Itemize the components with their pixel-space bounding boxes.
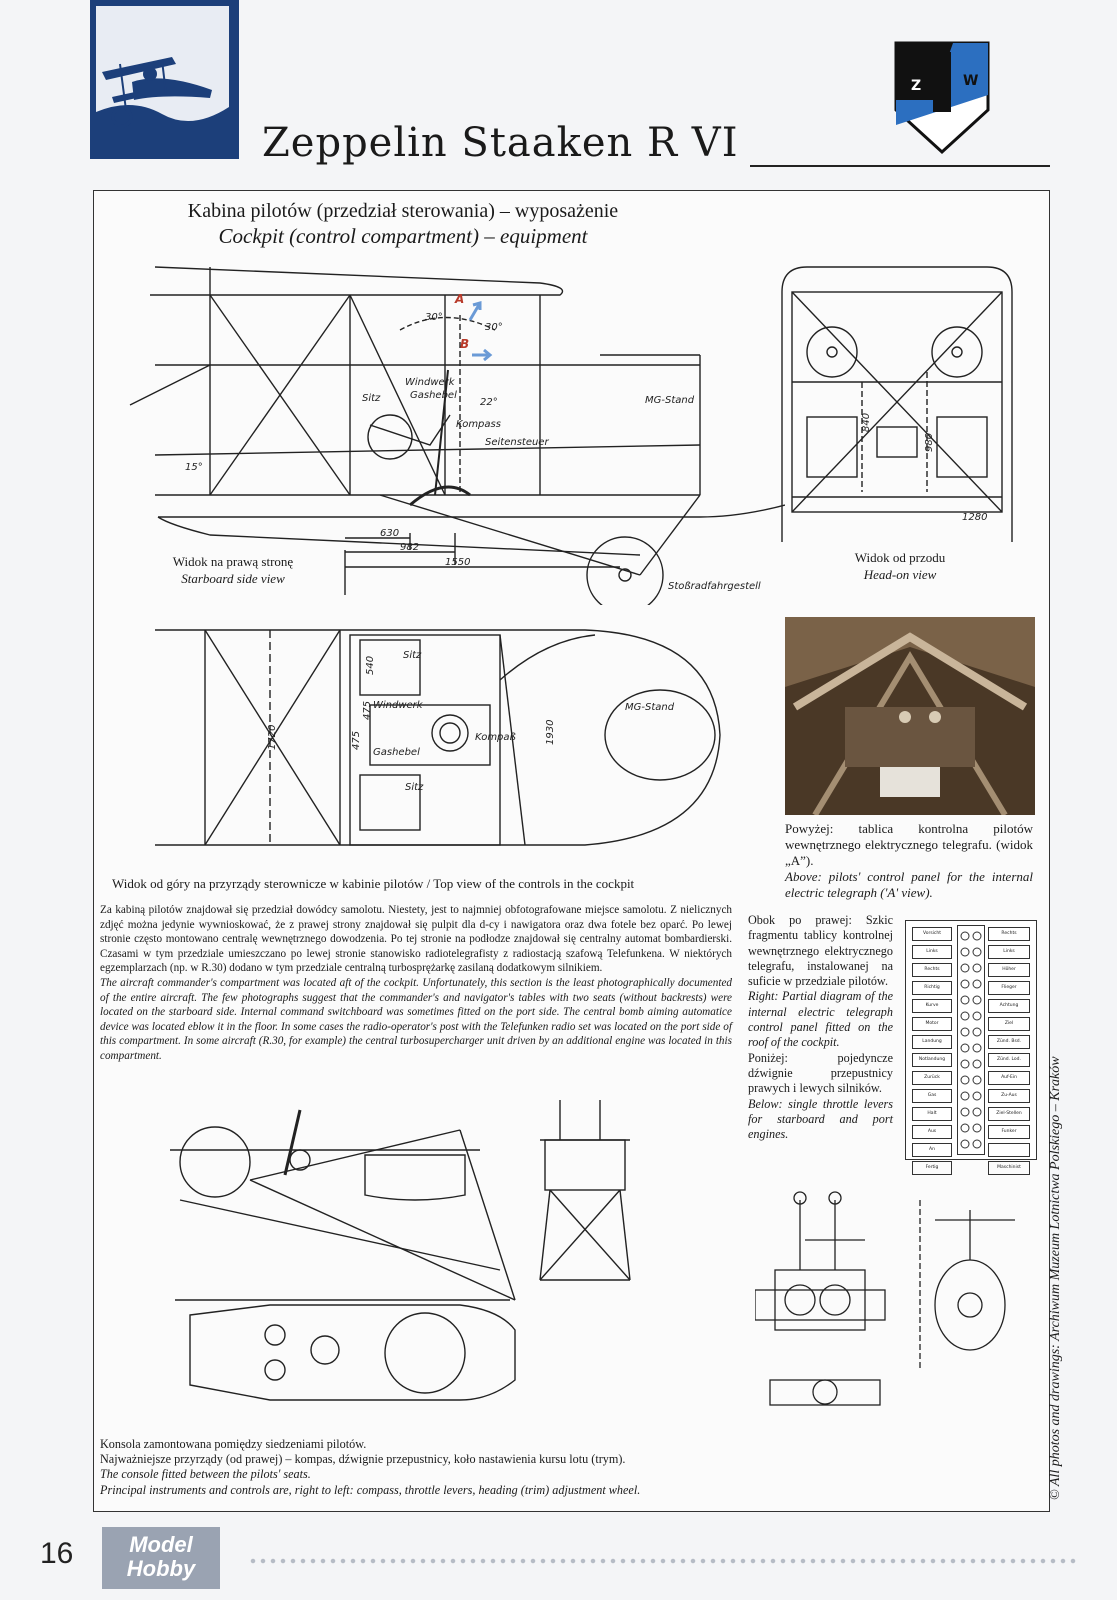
telegraph-label-left: Links [912, 945, 952, 959]
right-note-en-2: Below: single throttle levers for starboard and port engines. [748, 1096, 893, 1142]
dim-980: 980 [924, 432, 935, 452]
console-caption-pl-2: Najważniejsze przyrządy (od prawej) – kompas, dźwignie przepustnicy, koło nastawienia kursu lotu (trym). [100, 1452, 626, 1467]
page-title: Zeppelin Staaken R VI [262, 120, 739, 166]
label-angle-15: 15° [185, 462, 203, 473]
console-caption-pl-1: Konsola zamontowana pomiędzy siedzeniami pilotów. [100, 1437, 367, 1451]
telegraph-lamp [961, 980, 969, 988]
dim-475-b: 475 [351, 730, 362, 750]
telegraph-lamp [973, 1124, 981, 1132]
telegraph-lamp [973, 948, 981, 956]
zw-shield-badge [893, 40, 991, 155]
top-label-sitz-2: Sitz [405, 782, 424, 793]
telegraph-label-left: Rechts [912, 963, 952, 977]
biplane-illustration [92, 2, 233, 153]
telegraph-lamp [973, 932, 981, 940]
top-label-mg-stand: MG-Stand [625, 702, 675, 713]
label-angle-2: 30° [485, 322, 503, 333]
label-b: B [460, 337, 470, 351]
label-gashebel: Gashebel [410, 390, 457, 401]
telegraph-lamp [973, 1060, 981, 1068]
label-sitz: Sitz [362, 393, 381, 404]
magazine-logo-line2: Hobby [126, 1556, 196, 1581]
label-mg-stand: MG-Stand [645, 395, 695, 406]
telegraph-panel-diagram [905, 920, 1037, 1170]
telegraph-label-left: Gas [912, 1089, 952, 1103]
telegraph-label-right: Flieger [988, 981, 1030, 995]
top-label-gashebel: Gashebel [373, 747, 420, 758]
side-view-caption-en: Starboard side view [181, 571, 285, 586]
page-number: 16 [40, 1537, 74, 1570]
telegraph-label-left: Kurve [912, 999, 952, 1013]
telegraph-lamp [973, 1092, 981, 1100]
telegraph-lamp [973, 1076, 981, 1084]
telegraph-lamp [973, 1028, 981, 1036]
telegraph-label-left: Motor [912, 1017, 952, 1031]
dim-630: 630 [380, 528, 400, 539]
top-view-drawing [145, 620, 725, 865]
right-note-pl-2: Poniżej: pojedyncze dźwignie przepustnicy prawych i lewych silników. [748, 1050, 893, 1096]
telegraph-label-left: Zurück [912, 1071, 952, 1085]
telegraph-label-right: Links [988, 945, 1030, 959]
console-drawing [160, 1100, 660, 1430]
telegraph-lamp [961, 1140, 969, 1148]
head-on-view-caption [820, 549, 980, 583]
head-on-view-drawing [777, 262, 1017, 547]
telegraph-label-right: Zu-Aus [988, 1089, 1030, 1103]
telegraph-lamp [961, 1076, 969, 1084]
section-title-en: Cockpit (control compartment) – equipment [218, 224, 588, 248]
telegraph-lamp [973, 964, 981, 972]
body-text-en: The aircraft commander's compartment was located aft of the cockpit. Unfortunately, this section is the least photographically documented of the entire aircraft. The few photographs suggest that the commander's and navigator's tables with two seats (without backrests) were located on the starboard side. Internal command switchboard was sometimes fitted on the port side. The central bomb aiming automatice device was located eblow it in the floor. In some cases the radio-operator's post with the Telefunken radio set was located on the port side of this compartment. In some aircraft (R.30, for example) the central turbosupercharger unit driven by an additional engine was located in this compartment. [100, 976, 732, 1062]
label-seitensteuer: Seitensteuer [485, 437, 549, 448]
telegraph-lamp [961, 1028, 969, 1036]
label-angle-22: 22° [480, 397, 498, 408]
cockpit-ceiling-photo [785, 617, 1035, 815]
telegraph-label-right: Zünd. Lod. [988, 1053, 1030, 1067]
telegraph-label-right: Funker [988, 1125, 1030, 1139]
dim-540: 540 [365, 655, 376, 675]
telegraph-label-right: Achtung [988, 999, 1030, 1013]
right-note [748, 913, 893, 1142]
telegraph-label-right: Zünd. Bsd. [988, 1035, 1030, 1049]
magazine-logo-line1: Model [129, 1532, 193, 1557]
dim-1720: 1720 [267, 724, 278, 750]
console-caption-en-2: Principal instruments and controls are, right to left: compass, throttle levers, heading (trim) adjustment wheel. [100, 1482, 641, 1497]
telegraph-lamp [961, 1124, 969, 1132]
telegraph-lamp [973, 1108, 981, 1116]
badge-letter-w: W [963, 73, 979, 89]
dim-475-a: 475 [362, 700, 373, 720]
telegraph-lamp [961, 948, 969, 956]
telegraph-lamp [961, 1092, 969, 1100]
photo-caption-pl: Powyżej: tablica kontrolna pilotów wewnętrznego elektrycznego telegrafu. (widok „A”). [785, 821, 1033, 868]
telegraph-lamp [973, 996, 981, 1004]
photo-credit [1048, 960, 1068, 1500]
telegraph-lamp [961, 932, 969, 940]
telegraph-label-left: Vorsicht [912, 927, 952, 941]
telegraph-lamp-strip [957, 925, 985, 1155]
body-text [100, 903, 732, 1064]
magazine-logo [102, 1527, 220, 1589]
badge-letter-z: Z [911, 78, 922, 94]
label-stossradfahrgestell: Stoßradfahrgestell [668, 581, 761, 592]
head-on-view-caption-pl: Widok od przodu [854, 550, 946, 565]
telegraph-label-right: Ziel [988, 1017, 1030, 1031]
photo-caption-en: Above: pilots' control panel for the internal electric telegraph ('A' view). [785, 869, 1033, 900]
header-logo-vignette [90, 0, 239, 159]
telegraph-label-left: An [912, 1143, 952, 1157]
dim-1550: 1550 [445, 557, 471, 568]
top-label-sitz-1: Sitz [403, 650, 422, 661]
head-on-view-caption-en: Head-on view [863, 567, 937, 582]
telegraph-lamp [961, 1044, 969, 1052]
telegraph-label-left: Notlandung [912, 1053, 952, 1067]
photo-caption [785, 821, 1033, 901]
top-label-windwerk: Windwerk [373, 700, 423, 711]
side-view-caption-pl: Widok na prawą stronę [172, 554, 294, 569]
title-underline [750, 165, 1050, 167]
side-view-caption [148, 553, 318, 587]
telegraph-label-right: Rechts [988, 927, 1030, 941]
telegraph-label-right [988, 1143, 1030, 1157]
console-caption [100, 1437, 800, 1498]
section-title-pl: Kabina pilotów (przedział sterowania) – wyposażenie [187, 200, 619, 222]
upper-longeron [150, 267, 563, 295]
telegraph-lamp [961, 1060, 969, 1068]
telegraph-label-left: Richtig [912, 981, 952, 995]
trim-wheel [180, 1127, 250, 1197]
telegraph-label-right: Höher [988, 963, 1030, 977]
console-top-plan [190, 1305, 515, 1400]
dim-1280: 1280 [962, 512, 988, 523]
telegraph-lamp [961, 1012, 969, 1020]
label-angle-1: 30° [425, 312, 443, 323]
telegraph-label-left: Fertig [912, 1161, 952, 1175]
telegraph-lamp [961, 1108, 969, 1116]
telegraph-label-right: Auf-Ein [988, 1071, 1030, 1085]
dim-982: 982 [400, 542, 420, 553]
label-kompass: Kompass [456, 419, 501, 430]
telegraph-label-right: Ziel-Stellen [988, 1107, 1030, 1121]
footer-dotted-rule [248, 1558, 1078, 1564]
console-caption-en-1: The console fitted between the pilots' seats. [100, 1467, 311, 1482]
telegraph-panel-left-column [912, 927, 952, 1179]
telegraph-lamp [973, 1044, 981, 1052]
right-note-pl-1: Obok po prawej: Szkic fragmentu tablicy kontrolnej wewnętrznego elektrycznego telegrafu, instalowanej na suficie w przedziale pilotów. [748, 913, 893, 989]
top-view-caption: Widok od góry na przyrządy sterownicze w kabinie pilotów / Top view of the controls in the cockpit [112, 876, 635, 891]
telegraph-label-right: Maschinist [988, 1161, 1030, 1175]
telegraph-lamp [961, 964, 969, 972]
telegraph-lamp [973, 1012, 981, 1020]
telegraph-lamp [973, 1140, 981, 1148]
dim-840: 840 [861, 412, 872, 432]
telegraph-label-left: Halt [912, 1107, 952, 1121]
telegraph-lamp [961, 996, 969, 1004]
telegraph-label-left: Landung [912, 1035, 952, 1049]
top-label-kompass: Kompaß [475, 732, 516, 743]
telegraph-panel-right-column [988, 927, 1030, 1179]
label-a: A [455, 292, 465, 306]
telegraph-lamp [973, 980, 981, 988]
right-note-en-1: Right: Partial diagram of the internal electric telegraph control panel fitted on the roof of the cockpit. [748, 989, 893, 1050]
label-windwerk: Windwerk [405, 377, 455, 388]
body-text-pl: Za kabiną pilotów znajdował się przedział dowódcy samolotu. Niestety, jest to najmniej obfotografowane miejsce samolotu. Z nielicznych zdjęć można jedynie wywnioskować, że z prawej strony znajdował się pulpit dla d-cy i nawigatora oraz dwa fotele bez oparć. Po lewej stronie często montowano centralę wewnętrznego dowodzenia. Po tej stronie na podłodze znajdował się centralny automat bombardierski. Czasami w tym przedziale umieszczano po lewej stronie stanowisko radiotelegrafisty z radiostacją szafową Telefunkena. W niektórych egzemplarzach (np. w R.30) dodano w tym przedziale centralną turbosprężarkę zasilaną dodatkowym silnikiem. [100, 904, 732, 975]
dim-1930: 1930 [545, 719, 556, 745]
photo-credit-text: © All photos and drawings: Archiwum Muzeum Lotnictwa Polskiego – Kraków [1048, 1056, 1063, 1500]
telegraph-label-left: Aus [912, 1125, 952, 1139]
